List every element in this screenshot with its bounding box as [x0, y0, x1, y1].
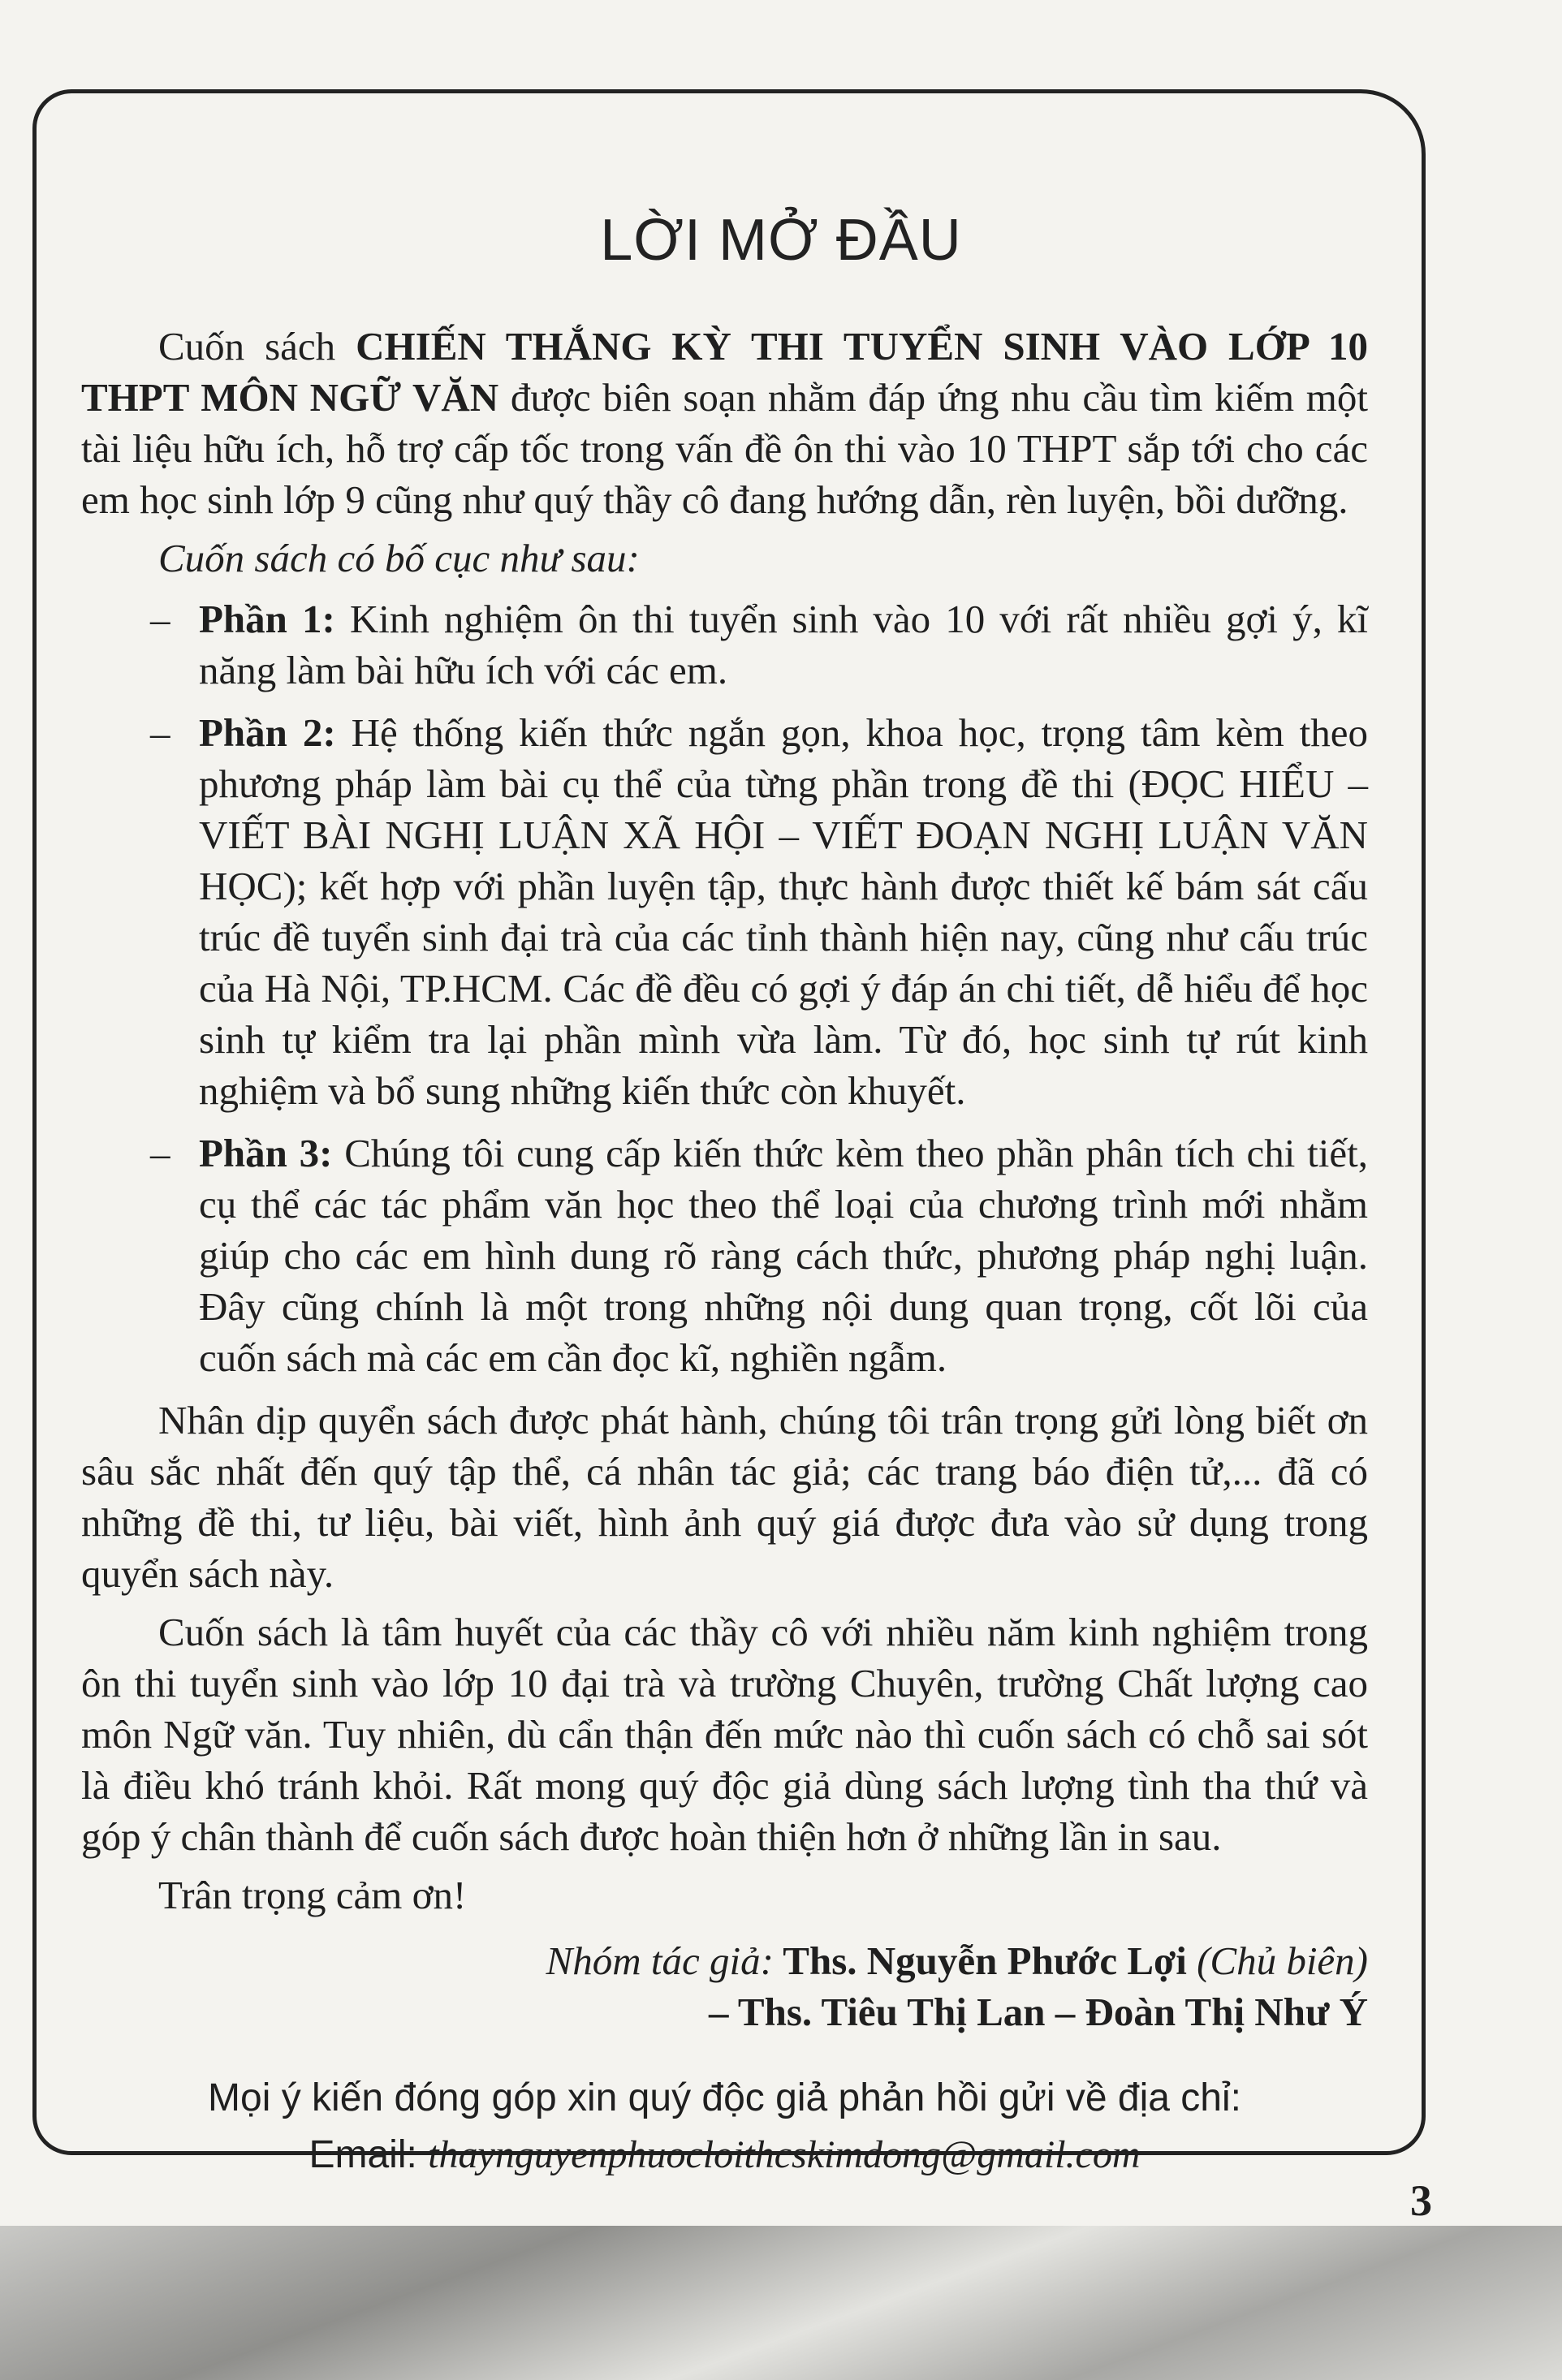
apology-paragraph: Cuốn sách là tâm huyết của các thầy cô với nhiều năm kinh nghiệm trong ôn thi tuyển sinh vào lớp 10 đại trà và trường Chuyên, trường Chất lượng cao môn Ngữ văn. Tuy nhiên, dù cẩn thận đến mức nào thì cuốn sách có chỗ sai sót là điều khó tránh khỏi. Rất mong quý độc giả dùng sách lượng tình tha thứ và góp ý chân thành để cuốn sách được hoàn thiện hơn ở những lần in sau. — [81, 1610, 1368, 1859]
thanks-paragraph: Nhân dịp quyển sách được phát hành, chúng tôi trân trọng gửi lòng biết ơn sâu sắc nhất đến quý tập thể, cá nhân tác giả; các trang báo điện tử,... đã có những đề thi, tư liệu, bài viết, hình ảnh quý giá được đưa vào sử dụng trong quyển sách này. — [81, 1398, 1368, 1596]
book-title: CHIẾN THẮNG KỲ THI TUYỂN SINH VÀO LỚP 10 THPT MÔN NGỮ VĂN — [81, 324, 1368, 420]
page-bottom-shadow — [0, 2226, 1562, 2380]
part-label: Phần 3: — [199, 1131, 333, 1175]
structure-label: Cuốn sách có bố cục như sau: — [158, 536, 640, 580]
part-text: Hệ thống kiến thức ngắn gọn, khoa học, trọng tâm kèm theo phương pháp làm bài cụ thể của từng phần trong đề thi (ĐỌC HIỂU – VIẾT BÀI NGHỊ LUẬN XÃ HỘI – VIẾT ĐOẠN NGHỊ LUẬN VĂN HỌC); kết hợp với phần luyện tập, thực hành được thiết kế bám sát cấu trúc đề tuyển sinh đại trà của các tỉnh thành hiện nay, cũng như cấu trúc của Hà Nội, TP.HCM. Các đề đều có gợi ý đáp án chi tiết, dễ hiểu để học sinh tự kiểm tra lại phần mình vừa làm. Từ đó, học sinh tự rút kinh nghiệm và bổ sung những kiến thức còn khuyết. — [199, 710, 1368, 1113]
signature-line-1 — [81, 1935, 1368, 1986]
co-authors: – Ths. Tiêu Thị Lan – Đoàn Thị Như Ý — [709, 1990, 1368, 2034]
contact-block — [81, 2070, 1368, 2184]
contact-line: Mọi ý kiến đóng góp xin quý độc giả phản hồi gửi về địa chỉ: — [208, 2076, 1241, 2119]
part-text: Chúng tôi cung cấp kiến thức kèm theo phần phân tích chi tiết, cụ thể các tác phẩm văn học theo thể loại của chương trình mới nhằm giúp cho các em hình dung rõ ràng cách thức, phương pháp nghị luận. Đây cũng chính là một trong những nội dung quan trọng, cốt lõi của cuốn sách mà các em cần đọc kĩ, nghiền ngẫm. — [199, 1131, 1368, 1380]
author-signature — [81, 1935, 1368, 2037]
part-label: Phần 2: — [199, 710, 336, 755]
page-number: 3 — [1410, 2176, 1432, 2225]
intro-prefix: Cuốn sách — [158, 324, 356, 369]
part-dash: – — [150, 710, 170, 755]
part-item — [81, 1127, 1368, 1383]
part-dash: – — [150, 597, 170, 641]
part-dash: – — [150, 1131, 170, 1175]
chief-author: Ths. Nguyễn Phước Lợi — [773, 1938, 1187, 1983]
part-item — [81, 707, 1368, 1116]
closing-line: Trân trọng cảm ơn! — [158, 1873, 467, 1917]
preface-body — [81, 321, 1368, 2184]
email-address: thaynguyenphuocloithcskimdong@gmail.com — [428, 2133, 1141, 2176]
signature-label: Nhóm tác giả: — [546, 1938, 774, 1983]
intro-suffix: được biên soạn nhằm đáp ứng nhu cầu tìm kiếm một tài liệu hữu ích, hỗ trợ cấp tốc trong vấn đề ôn thi vào 10 THPT sắp tới cho các em học sinh lớp 9 cũng như quý thầy cô đang hướng dẫn, rèn luyện, bồi dưỡng. — [81, 375, 1368, 522]
part-item — [81, 593, 1368, 696]
chief-author-role: (Chủ biên) — [1186, 1938, 1368, 1983]
page-title: LỜI MỞ ĐẦU — [600, 208, 962, 273]
part-label: Phần 1: — [199, 597, 335, 641]
intro-paragraph — [81, 321, 1368, 525]
signature-line-2 — [81, 1986, 1368, 2037]
email-label: Email: — [309, 2133, 429, 2176]
email-line — [81, 2127, 1368, 2184]
part-text: Kinh nghiệm ôn thi tuyển sinh vào 10 với rất nhiều gợi ý, kĩ năng làm bài hữu ích với các em. — [199, 597, 1368, 692]
